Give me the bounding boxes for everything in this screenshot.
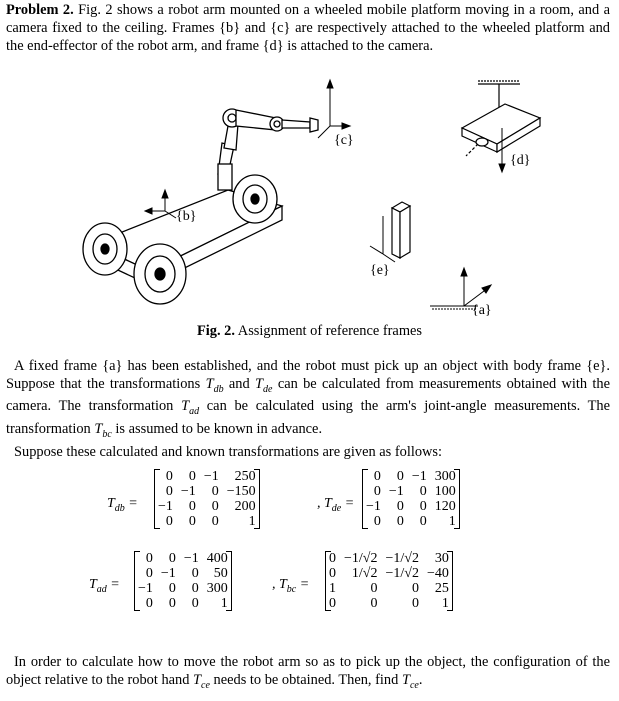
matrix-tad: [134, 551, 232, 611]
matrix-cell: −1/√2: [385, 566, 419, 581]
matrix-cell: 0: [419, 514, 427, 529]
matrix-row: [325, 566, 453, 581]
body-and: and: [228, 375, 250, 392]
matrix-cell: 0: [145, 551, 153, 566]
matrix-cell: 0: [370, 581, 378, 596]
problem-heading: Problem 2.: [6, 2, 74, 18]
frame-c-label: {c}: [334, 133, 354, 148]
matrix-cell: −1/√2: [344, 551, 378, 566]
matrix-cell: 300: [206, 581, 228, 596]
matrix-cell: 0: [329, 596, 336, 611]
matrix-row: [154, 499, 260, 514]
matrix-cell: 0: [165, 469, 173, 484]
matrix-tbc: [325, 551, 453, 611]
matrix-row: [325, 551, 453, 566]
matrix-cell: −150: [226, 484, 256, 499]
figure-caption: [0, 323, 619, 340]
matrix-cell: 300: [434, 469, 456, 484]
tdb-sub: db: [213, 383, 224, 395]
matrix-row: [154, 514, 260, 529]
matrix-cell: 0: [373, 469, 381, 484]
matrix-cell: 50: [213, 566, 228, 581]
figure-reference-frames: [0, 66, 619, 326]
matrix-cell: 0: [165, 514, 173, 529]
matrix-cell: −1/√2: [385, 551, 419, 566]
tde-sub: de: [263, 383, 273, 395]
matrix-cell: 0: [168, 596, 176, 611]
matrix-cell: 0: [329, 551, 336, 566]
body-line3: can be calculated using the arm's joint-angle measurements. The transformation: [6, 398, 610, 438]
matrix-row: [362, 484, 460, 499]
matrix-cell: 1: [248, 514, 256, 529]
matrix-row: [154, 469, 260, 484]
matrix-cell: 1: [329, 581, 336, 596]
matrix-cell: 0: [191, 566, 199, 581]
matrix-cell: −1: [160, 566, 176, 581]
body-paragraph: A fixed frame {a} has been established, and the robot must pick up an object with body frame {e}. Suppose that the transformations $T_{db}$ and $T_{de}$ can be calculated from measurements obtained with the camera. The transformation $T_{ad}$ can be calculated using the arm's joint-angle measurements. The transformation $T_{bc}$ is assumed to be known in advance. Suppose these calculated and known transformations are given as follows:: [6, 358, 610, 460]
tbc-sub: bc: [102, 429, 112, 441]
matrix-cell: −1: [183, 551, 199, 566]
body-line4: is assumed to be known in advance.: [115, 421, 323, 438]
body-line2: can be calculated from measurements obtained with the camera. The transformation: [6, 375, 610, 415]
matrix-cell: 0: [419, 484, 427, 499]
matrix-row: [362, 499, 460, 514]
matrix-cell: 0: [145, 566, 153, 581]
matrix-cell: 0: [373, 484, 381, 499]
robot-platform-drawing: [83, 109, 318, 304]
tce-sub2: ce: [409, 679, 419, 691]
matrix-cell: 0: [419, 499, 427, 514]
matrix-cell: 0: [396, 514, 404, 529]
matrix-cell: 1/√2: [351, 566, 378, 581]
matrix-cell: 250: [234, 469, 256, 484]
tad-sub: ad: [189, 406, 200, 418]
final-end: .: [418, 671, 423, 688]
matrix-cell: 0: [168, 551, 176, 566]
frame-b-label: {b}: [176, 209, 197, 224]
matrix-cell: 0: [145, 596, 153, 611]
matrix-cell: 200: [234, 499, 256, 514]
matrix-cell: 0: [188, 499, 196, 514]
matrix-cell: 0: [370, 596, 378, 611]
matrix-cell: 0: [211, 484, 219, 499]
matrix-cell: 30: [434, 551, 449, 566]
matrix-cell: 0: [396, 499, 404, 514]
tad-label: $T_{ad}$ =: [89, 577, 120, 595]
tbc-label: , $T_{bc}$ =: [272, 577, 310, 595]
matrix-cell: −1: [388, 484, 404, 499]
matrix-cell: 0: [373, 514, 381, 529]
matrix-cell: 100: [434, 484, 456, 499]
frame-e-label: {e}: [370, 263, 390, 278]
final-text2: needs to be obtained. Then, find: [213, 671, 399, 688]
matrix-cell: 120: [434, 499, 456, 514]
matrix-row: [134, 581, 232, 596]
tce-sub: ce: [201, 679, 210, 691]
intro-text: Fig. 2 shows a robot arm mounted on a wheeled mobile platform moving in a room, and a camera fixed to the ceiling. Frames {b} and {c} are respectively attached to the wheeled platform and the end-effector of the robot arm, and frame {d} is attached to the camera.: [6, 2, 610, 54]
matrix-cell: −1: [203, 469, 219, 484]
matrix-cell: −1: [138, 581, 153, 596]
matrix-tde: [362, 469, 460, 529]
matrix-cell: 0: [396, 469, 404, 484]
body-line1: A fixed frame {a} has been established, and the robot must pick up an object with body frame {e}. Suppose that the transformations: [6, 358, 610, 392]
matrix-cell: 0: [168, 581, 176, 596]
final-text: In order to calculate how to move the robot arm so as to pick up the object, the configuration of the object relative to the robot hand: [6, 654, 610, 688]
matrix-cell: −1: [180, 484, 196, 499]
matrix-cell: 0: [188, 469, 196, 484]
matrix-cell: 0: [188, 514, 196, 529]
caption-prefix: Fig. 2.: [197, 323, 235, 339]
matrix-cell: 0: [191, 581, 199, 596]
matrix-cell: −1: [158, 499, 173, 514]
body-line5: Suppose these calculated and known transformations are given as follows:: [14, 443, 443, 460]
matrix-row: [134, 551, 232, 566]
matrix-row: [154, 484, 260, 499]
frame-c-axes: [318, 80, 350, 138]
matrix-cell: −1: [411, 469, 427, 484]
matrix-row: [134, 596, 232, 611]
matrix-cell: −40: [426, 566, 449, 581]
frame-d-label: {d}: [510, 153, 531, 168]
frame-a-label: {a}: [472, 303, 492, 318]
intro-paragraph: [6, 2, 610, 55]
matrix-cell: 1: [448, 514, 456, 529]
matrix-row: [362, 469, 460, 484]
matrix-cell: 0: [165, 484, 173, 499]
matrix-tdb: [154, 469, 260, 529]
tdb-label: $T_{db}$ =: [107, 496, 138, 514]
matrix-cell: 0: [329, 566, 336, 581]
camera-drawing: [462, 81, 540, 156]
matrix-cell: 400: [206, 551, 228, 566]
matrix-cell: −1: [366, 499, 381, 514]
caption-text: Assignment of reference frames: [237, 323, 422, 339]
matrix-cell: 0: [211, 499, 219, 514]
frame-e-axes: [370, 216, 395, 262]
matrix-cell: 0: [411, 581, 419, 596]
matrix-row: [134, 566, 232, 581]
matrix-cell: 0: [211, 514, 219, 529]
matrix-cell: 0: [411, 596, 419, 611]
matrix-cell: 25: [434, 581, 449, 596]
matrix-cell: 0: [191, 596, 199, 611]
matrix-cell: 1: [441, 596, 449, 611]
object-drawing: [392, 202, 410, 258]
matrix-row: [362, 514, 460, 529]
matrix-row: [325, 581, 453, 596]
tde-label: , $T_{de}$ =: [317, 496, 355, 514]
matrix-cell: 1: [220, 596, 228, 611]
matrix-row: [325, 596, 453, 611]
final-paragraph: In order to calculate how to move the robot arm so as to pick up the object, the configuration of the object relative to the robot hand $T_{ce}$ needs to be obtained. Then, find $T_{ce}$.: [6, 654, 610, 691]
